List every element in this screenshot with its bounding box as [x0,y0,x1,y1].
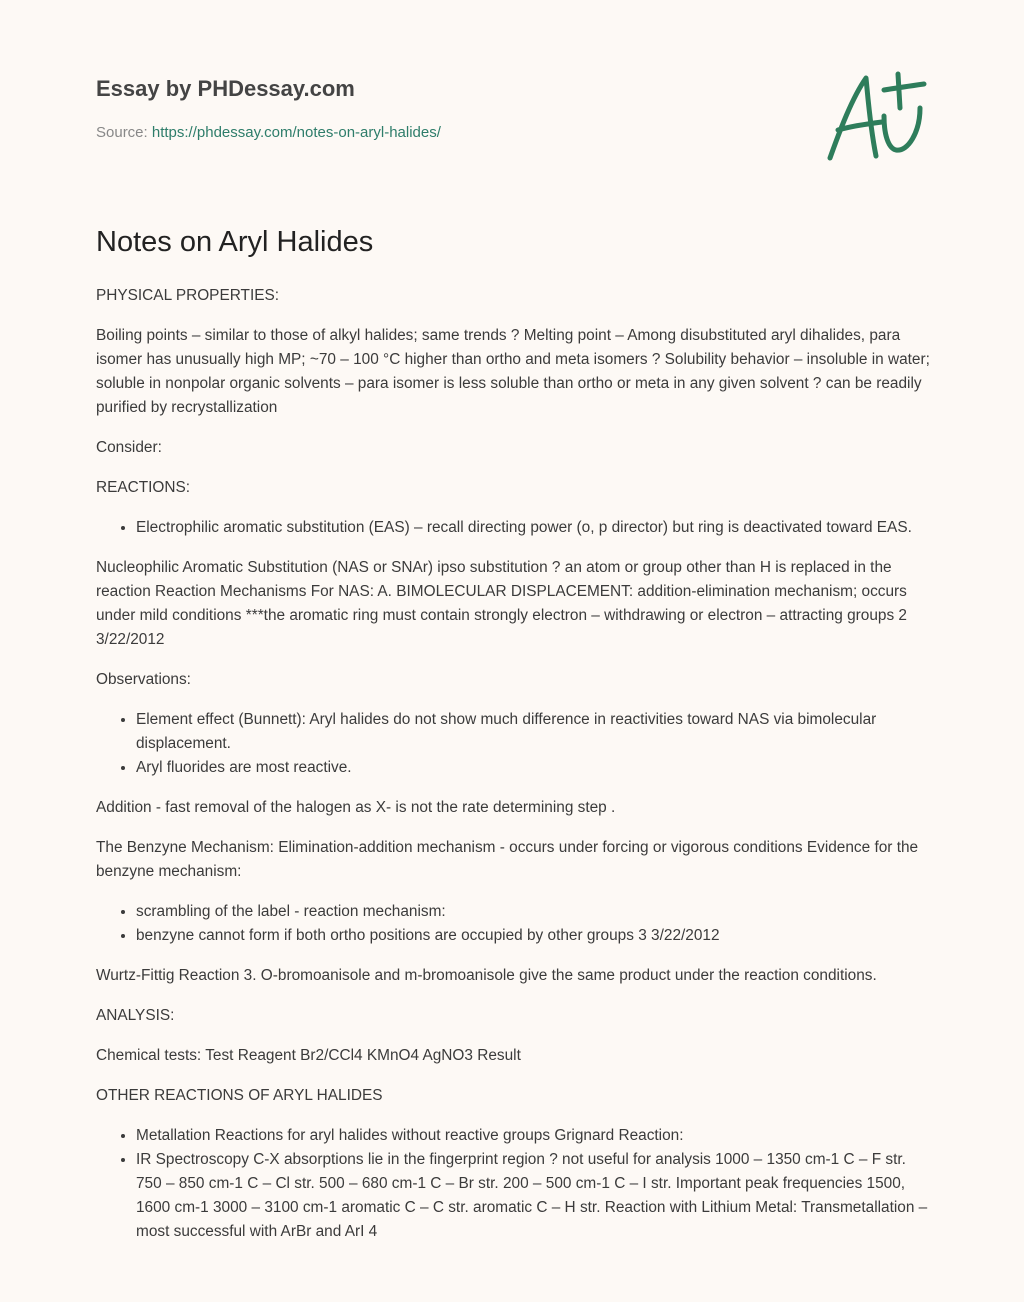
list-item: • Metallation Reactions for aryl halides without reactive groups Grignard Reaction: [136,1124,932,1148]
paragraph: The Benzyne Mechanism: Elimination-addition mechanism - occurs under forcing or vigorous conditions Evidence for the benzyne mechanism: [96,839,919,880]
bullet-list [96,900,932,948]
source-label: Source: [96,124,152,141]
list-item: • Electrophilic aromatic substitution (EAS) – recall directing power (o, p director) but ring is deactivated toward EAS. [136,516,932,540]
paragraph: Wurtz-Fittig Reaction 3. O-bromoanisole and m-bromoanisole give the same product under the reaction conditions. [96,967,877,984]
list-item: • benzyne cannot form if both ortho positions are occupied by other groups 3 3/22/2012 [136,924,932,948]
list-item: • Aryl fluorides are most reactive. [136,756,932,780]
document-body [96,284,932,1260]
paragraph: REACTIONS: [96,479,191,496]
paragraph: Boiling points – similar to those of alkyl halides; same trends ? Melting point – Among disubstituted aryl dihalides, para isomer has unusually high MP; ~70 – 100 °C higher than ortho and meta isomers ? Solubility behavior – insoluble in water; soluble in nonpolar organic solvents – para isomer is less soluble than ortho or meta in any given solvent ? can be readily purified by recrystallization [96,327,930,416]
list-item: • Element effect (Bunnett): Aryl halides do not show much difference in reactivities toward NAS via bimolecular displacement. [136,708,932,756]
source-link[interactable]: https://phdessay.com/notes-on-aryl-halides/ [151,124,441,141]
paragraph: ANALYSIS: [96,1007,175,1024]
paragraph: Observations: [96,671,191,688]
a-plus-grade-icon [822,68,928,166]
bullet-list [96,516,932,540]
paragraph: Addition - fast removal of the halogen as X- is not the rate determining step . [96,799,616,816]
paragraph: Consider: [96,439,162,456]
bullet-list [96,1124,932,1244]
list-item: • IR Spectroscopy C-X absorptions lie in the fingerprint region ? not useful for analysis 1000 – 1350 cm-1 C – F str. 750 – 850 cm-1 C – Cl str. 500 – 680 cm-1 C – Br str. 200 – 500 cm-1 C – I str. Important peak frequencies 1500, 1600 cm-1 3000 – 3100 cm-1 aromatic C – C str. aromatic C – H str. Reaction with Lithium Metal: Transmetallation – most successful with ArBr and ArI 4 [136,1148,932,1244]
list-item: • scrambling of the label - reaction mechanism: [136,900,932,924]
paragraph: Nucleophilic Aromatic Substitution (NAS or SNAr) ipso substitution ? an atom or group other than H is replaced in the reaction Reaction Mechanisms For NAS: A. BIMOLECULAR DISPLACEMENT: addition-elimination mechanism; occurs under mild conditions ***the aromatic ring must contain strongly electron – withdrawing or electron – attracting groups 2 3/22/2012 [96,559,907,648]
bullet-list [96,708,932,780]
document-title: Notes on Aryl Halides [96,226,374,258]
site-title: Essay by PHDessay.com [96,76,355,101]
paragraph: OTHER REACTIONS OF ARYL HALIDES [96,1087,383,1104]
paragraph: PHYSICAL PROPERTIES: [96,287,280,304]
paragraph: Chemical tests: Test Reagent Br2/CCl4 KMnO4 AgNO3 Result [96,1047,521,1064]
source-line [96,124,441,141]
